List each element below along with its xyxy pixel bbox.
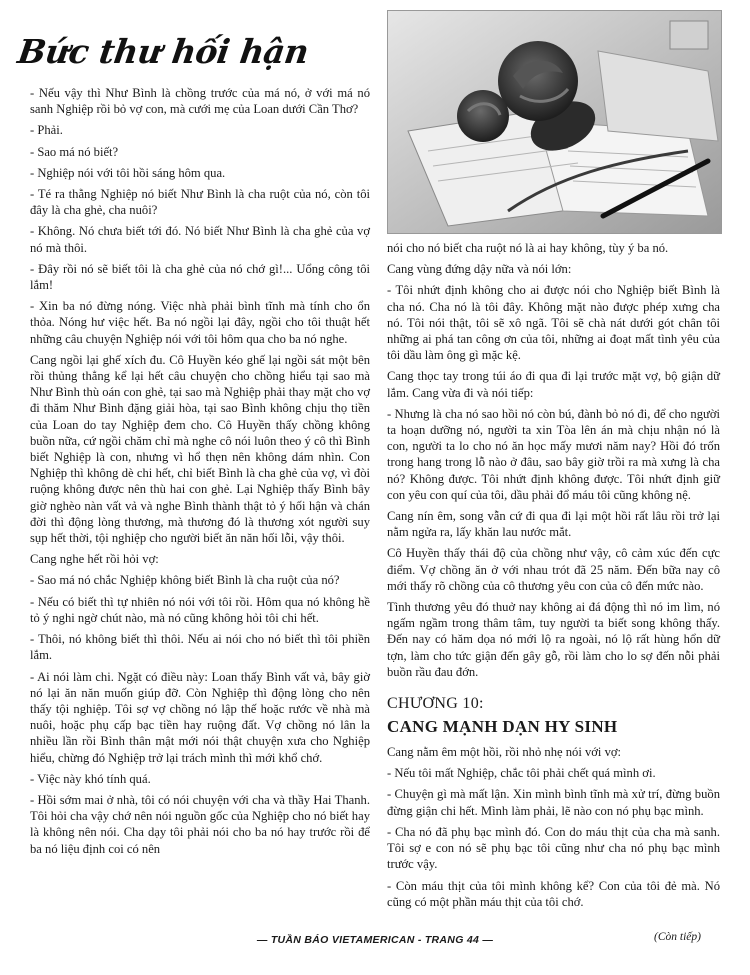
rose-letters-photo [387,10,722,234]
paragraph: - Thôi, nó không biết thì thôi. Nếu ai nói cho nó biết thì tôi phiền lắm. [30,632,370,663]
chapter-number: CHƯƠNG 10: [387,695,484,713]
rose-photo-illustration [388,11,721,233]
left-column [30,85,370,862]
paragraph: - Té ra thằng Nghiệp nó biết Như Bình là cha ruột của nó, còn tôi đây là cha ghẻ, cha nuôi? [30,187,370,218]
paragraph: - Tôi nhứt định không cho ai được nói cho Nghiệp biết Bình là cha nó. Cha nó là tôi đây. Không mặt nào được phép xưng cha nó. Tôi nói thật, tôi sẽ xô ngã. Tôi sẽ chà nát dưới gót chân tôi những ai phá tan công ơn của tôi, những ai đoạt mất tình yêu của tôi dầu làm ông gì mặc kệ. [387,283,720,363]
rose-flower [457,90,509,142]
paragraph: Cang nín êm, song vẫn cứ đi qua đi lại một hồi rất lâu rồi trở lại nằm ngửa ra, lấy khăn lau nước mắt. [387,509,720,540]
paragraph: - Đây rồi nó sẽ biết tôi là cha ghẻ của nó chớ gì!... Uổng công tôi lắm! [30,261,370,293]
paragraph: - Việc này khó tính quá. [30,771,151,786]
article-title: Bức thư hối hận [15,32,311,71]
paragraph: Cang thọc tay trong túi áo đi qua đi lại trước mặt vợ, bộ giận dữ lắm. Cang vừa đi và nói tiếp: [387,369,720,400]
right-column [387,240,720,915]
paragraph: Cang nằm êm một hồi, rồi nhỏ nhẹ nói với vợ: [387,745,622,760]
paragraph: - Chuyện gì mà mất lận. Xin mình bình tĩnh mà xử trí, đừng buồn đừng giận chi hết. Mình làm phải, lẽ nào con nó phụ bạc mình. [387,787,720,818]
paragraph: - Phải. [30,123,63,138]
page-footer: — TUẦN BÁO VIETAMERICAN - TRANG 44 — [256,934,494,946]
paragraph: Tình thương yêu đó thuở nay không ai đá động thì nó im lìm, nó ngấm ngầm trong thâm tâm, tuy người ta biết song không thấy. Đến nay có hăm dọa nó mới lộ ra ngoài, nó lộ rất hùng hổn dữ tợn, làm cho tức giận đến gây gỗ, rồi làm cho lo sợ đến nỗi phải buồn rầu đau đớn. [387,600,720,679]
paragraph: Cô Huyền thấy thái độ của chồng như vậy, cô cảm xúc đến cực điểm. Vợ chồng ăn ở với nhau trót đã 25 năm. Đến bữa nay cô mới thấy rõ chồng của cô thương yêu con của cô đến mức nào. [387,546,720,593]
paragraph: - Nếu vậy thì Như Bình là chồng trước của má nó, ở với má nó sanh Nghiệp rồi bỏ vợ con, mà cưới mẹ của Loan dưới Cần Thơ? [30,86,370,117]
paragraph: - Không. Nó chưa biết tới đó. Nó biết Như Bình là cha ghẻ của vợ nó mà thôi. [30,224,370,255]
paragraph: Cang ngồi lại ghế xích đu. Cô Huyền kéo ghế lại ngồi sát một bên rồi thủng thẳng kể lại hết câu chuyện cho chồng hiểu tại sao mà Như Bình thù oán con ghẻ, tại sao mà Nghiệp phải thay mặt cho vợ đi thăm Như Bình đặng giải hòa, tại sao Bình không chịu thọ tiền của Loan do tay Nghiệp đem cho. Cô Huyền thấy chồng không buồn nữa, cứ ngồi chăm chỉ mà nghe cô nói luôn theo ý cô thì Bình biết Nghiệp là con, nhưng vì hổ thẹn nên không dám nhìn. Con Nghiệp thì không dè chi hết, chỉ biết Bình là cha ghẻ của vợ, vì đòi ruộng không được nên thù hai con ghẻ. Lại Nghiệp thấy Bình bây giờ nghèo nàn vất vả và nghe Bình thành thật tỏ ý hối hận và chán đời thì động lòng thương, mà thương đó là thương xót người suy sụp hết thời, tội nghiệp cho người biết ăn năn hối lỗi, vậy thôi. [30,352,370,546]
paragraph: - Sao má nó biết? [30,144,119,159]
continued-note: (Còn tiếp) [654,931,701,943]
chapter-title: CANG MẠNH DẠN HY SINH [387,717,618,737]
paragraph: - Nghiệp nói với tôi hồi sáng hôm qua. [30,165,226,180]
paragraph: - Xin ba nó đừng nóng. Việc nhà phải bình tĩnh mà tính cho ổn thỏa. Nóng hư việc hết. Ba nó ngồi lại đây, ngồi cho tôi thuật hết những câu chuyện Nghiệp nói với tôi hôm qua cho ba nó nghe. [30,299,370,346]
rose-flower [498,41,578,121]
paragraph: - Nhưng là cha nó sao hồi nó còn bú, đành bỏ nó đi, để cho người ta hoạn dưỡng nó, người ta xin Tòa lên án mà chịu nhận nó là con, người ta lo cho nó ăn học mấy mươi năm nay? Hồi đó trốn trong hang trong lỗ nào ở đâu, sao bây giờ trồi ra mà xưng là cha nó? Không được. Tôi nhứt định không được. Tôi nhứt định giữ con yêu con quí của tôi, dầu phải đổ máu tôi cũng không nệ. [387,406,720,502]
stamp [670,21,708,49]
paragraph: - Hồi sớm mai ở nhà, tôi có nói chuyện với cha và thầy Hai Thanh. Tôi hỏi cha vậy chớ nên nói nguồn gốc của Nghiệp cho nó biết hay là không nên nói. Cha dạy tôi phải nói cho ba nó hay trước rồi để ba nó liệu định coi có nên [30,792,370,856]
paragraph: Cang vùng đứng dậy nữa và nói lớn: [387,262,572,277]
paragraph: - Ai nói làm chi. Ngặt có điều này: Loan thấy Bình vất vả, bây giờ nó lại ăn năn muốn giúp đỡ. Còn Nghiệp thì động lòng cho nên thấy tội nghiệp. Tôi sợ vợ chồng nó lập thế hoặc rước về nhà mà nuôi, hoặc phụ cấp bạc tiền hay ruộng đất. Vợ chồng nó lân la nhiều lần rồi Bình thân mật mới nói thật chuyện xưa cho Nghiệp hiểu, chừng đó Nghiệp trở lại trách mình thì mới khổ chớ. [30,669,370,765]
paragraph: nói cho nó biết cha ruột nó là ai hay không, tùy ý ba nó. [387,241,669,255]
paragraph: - Nếu có biết thì tự nhiên nó nói với tôi rồi. Hôm qua nó không hề tỏ ý nghi ngờ chút nào, mà nó cũng không hỏi tôi chi hết. [30,594,370,625]
paragraph: - Nếu tôi mất Nghiệp, chắc tôi phải chết quá mình ơi. [387,766,656,781]
paragraph: - Sao má nó chắc Nghiệp không biết Bình là cha ruột của nó? [30,573,340,588]
paragraph: - Còn máu thịt của tôi mình không kể? Con của tôi đẻ mà. Nó cũng có một phần máu thịt của tôi chớ. [387,878,720,909]
paragraph: Cang nghe hết rồi hỏi vợ: [30,552,159,567]
paragraph: - Cha nó đã phụ bạc mình đó. Con do máu thịt của cha mà sanh. Tôi sợ e con nó sẽ phụ bạc tôi cũng như cha nó phụ bạc mình trước vậy. [387,824,720,872]
